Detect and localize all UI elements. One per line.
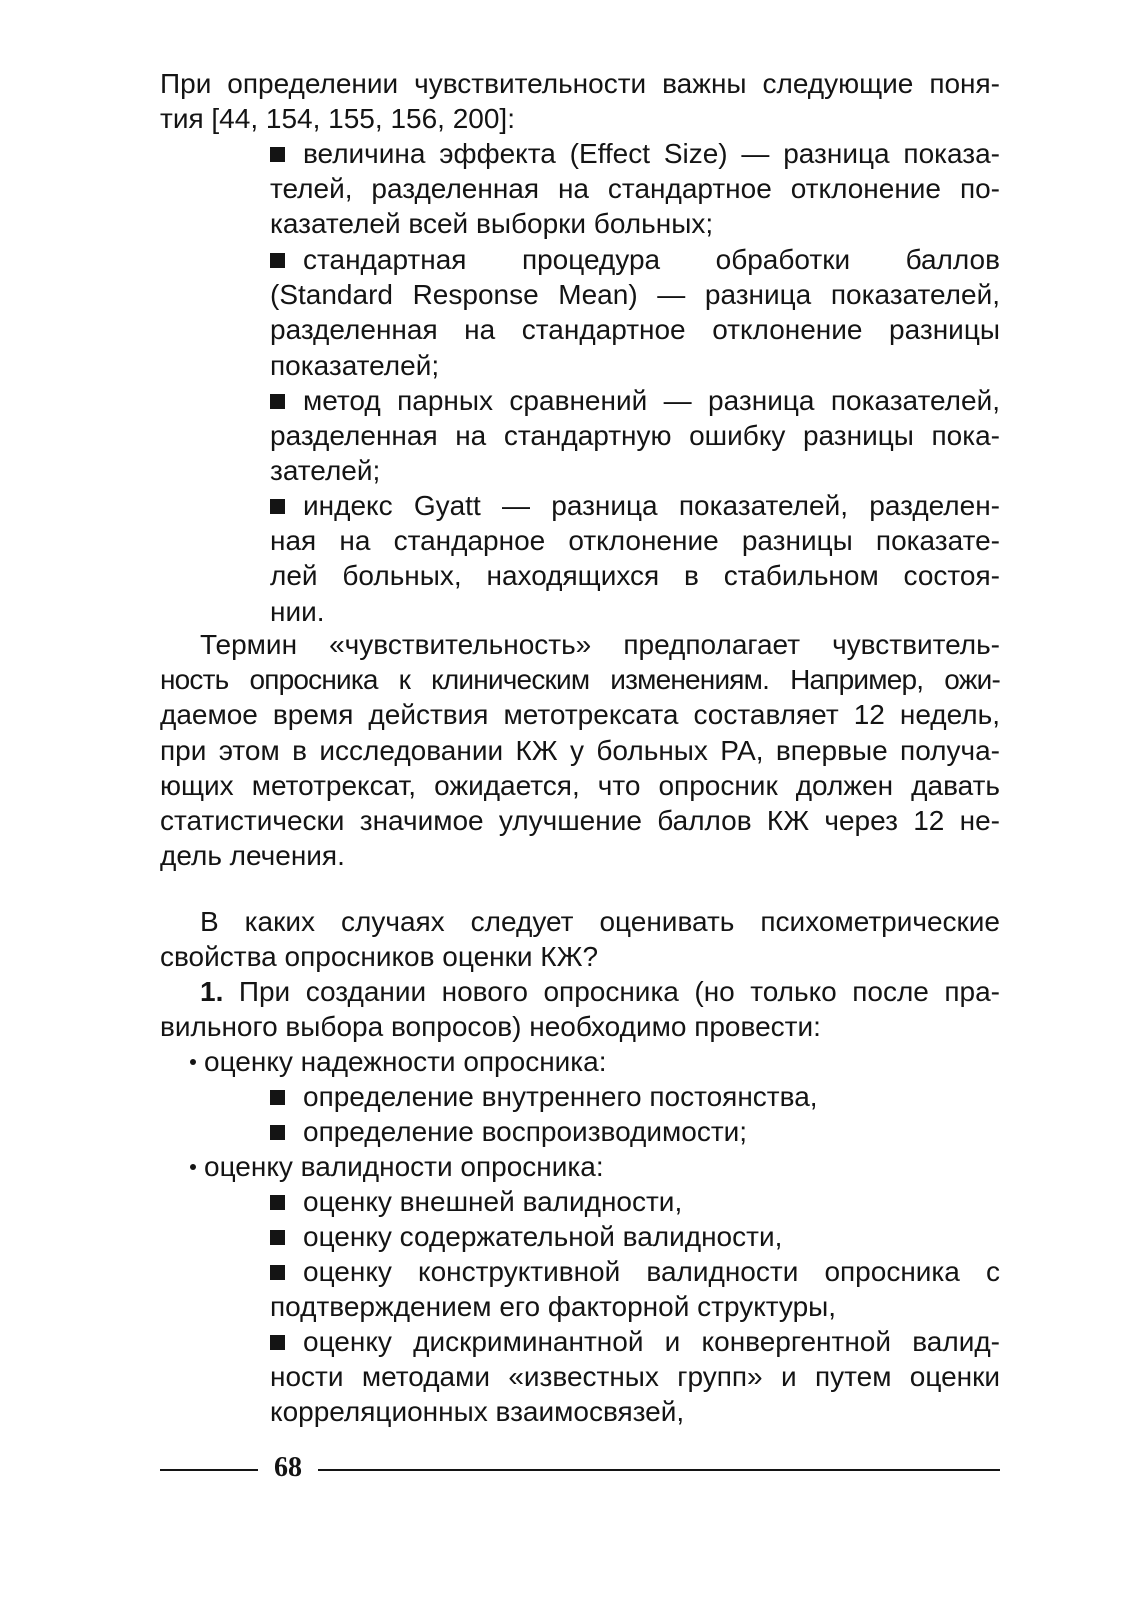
square-bullet-icon (270, 1090, 285, 1105)
text-line: стандартная процедура обработки баллов (303, 244, 1000, 275)
footer-rule-left (160, 1469, 258, 1471)
validity-subitem (270, 1254, 1000, 1324)
text-line: ность опросника к клиническим изменениям. Например, ожи- (160, 664, 1000, 696)
text-line: оценку конструктивной валидности опросника с (303, 1256, 1000, 1287)
text-line: Термин «чувствительность» предполагает чувствитель- (200, 629, 1000, 660)
text-line: определение воспроизводимости; (303, 1116, 748, 1147)
text-line: подтверждением его факторной структуры, (270, 1291, 837, 1323)
text-line: В каких случаях следует оценивать психометрические (200, 906, 1000, 937)
square-bullet-icon (270, 1195, 285, 1210)
text-line: При определении чувствительности важны следующие поня- (160, 68, 1000, 99)
text-line: статистически значимое улучшение баллов КЖ через 12 не- (160, 804, 1000, 836)
square-bullet-icon (270, 1335, 285, 1350)
validity-subitem (270, 1324, 1000, 1430)
square-bullet-icon (270, 1230, 285, 1245)
sensitivity-item (270, 383, 1000, 489)
text-line: нии. (270, 595, 325, 627)
sensitivity-item (270, 242, 1000, 383)
text-line: даемое время действия метотрексата составляет 12 недель, (160, 699, 1000, 731)
text-line: вильного выбора вопросов) необходимо провести: (160, 1011, 821, 1043)
intro-paragraph (160, 66, 1000, 136)
list-number: 1. (200, 976, 224, 1007)
term-paragraph (160, 627, 1000, 873)
sensitivity-item (270, 136, 1000, 242)
question-heading (160, 904, 1000, 974)
text-line: свойства опросников оценки КЖ? (160, 941, 599, 973)
validity-subitem (270, 1184, 1000, 1219)
text-line: лей больных, находящихся в стабильном состоя- (270, 560, 1000, 592)
text-line: корреляционных взаимосвязей, (270, 1396, 685, 1428)
text-line: телей, разделенная на стандартное отклонение по- (270, 173, 1000, 205)
text-line: казателей всей выборки больных; (270, 208, 714, 240)
validity-subitem (270, 1219, 1000, 1254)
text-line: разделенная на стандартную ошибку разницы пока- (270, 420, 1000, 452)
reliability-item (190, 1044, 1000, 1079)
text-line: индекс Gyatt — разница показателей, разделен- (303, 490, 1000, 521)
text-line: показателей; (270, 349, 440, 381)
page-number: 68 (274, 1452, 302, 1483)
page-footer (160, 1450, 1000, 1490)
text-line: оценку надежности опросника: (204, 1046, 607, 1077)
square-bullet-icon (270, 1125, 285, 1140)
text-line: величина эффекта (Effect Size) — разница показа- (303, 138, 1000, 169)
text-line: при этом в исследовании КЖ у больных РА, впервые получа- (160, 734, 1000, 766)
text-line: оценку валидности опросника: (204, 1151, 604, 1182)
text-line: (Standard Response Mean) — разница показателей, (270, 279, 1000, 311)
text-line: оценку дискриминантной и конвергентной валид- (303, 1326, 1000, 1357)
reliability-subitem (270, 1079, 1000, 1114)
text-line: разделенная на стандартное отклонение разницы (270, 314, 1000, 346)
text-line: оценку внешней валидности, (303, 1186, 683, 1217)
square-bullet-icon (270, 147, 285, 162)
square-bullet-icon (270, 394, 285, 409)
square-bullet-icon (270, 499, 285, 514)
text-line: оценку содержательной валидности, (303, 1221, 783, 1252)
sensitivity-item (270, 488, 1000, 629)
reliability-subitem (270, 1114, 1000, 1149)
point-one (160, 974, 1000, 1044)
text-line: определение внутреннего постоянства, (303, 1081, 818, 1112)
text-line: ющих метотрексат, ожидается, что опросник должен давать (160, 769, 1000, 801)
dot-bullet-icon (190, 1059, 196, 1065)
square-bullet-icon (270, 253, 285, 268)
text-line: зателей; (270, 455, 381, 487)
text-line: ная на стандарное отклонение разницы показате- (270, 525, 1000, 557)
text-line: тия [44, 154, 155, 156, 200]: (160, 103, 515, 135)
text-line: ности методами «известных групп» и путем оценки (270, 1361, 1000, 1393)
text-line: При создании нового опросника (но только после пра- (238, 976, 1000, 1007)
dot-bullet-icon (190, 1164, 196, 1170)
validity-item (190, 1149, 1000, 1184)
text-line: метод парных сравнений — разница показателей, (303, 385, 1000, 416)
footer-rule-right (318, 1469, 1000, 1471)
text-line: дель лечения. (160, 840, 345, 872)
square-bullet-icon (270, 1265, 285, 1280)
